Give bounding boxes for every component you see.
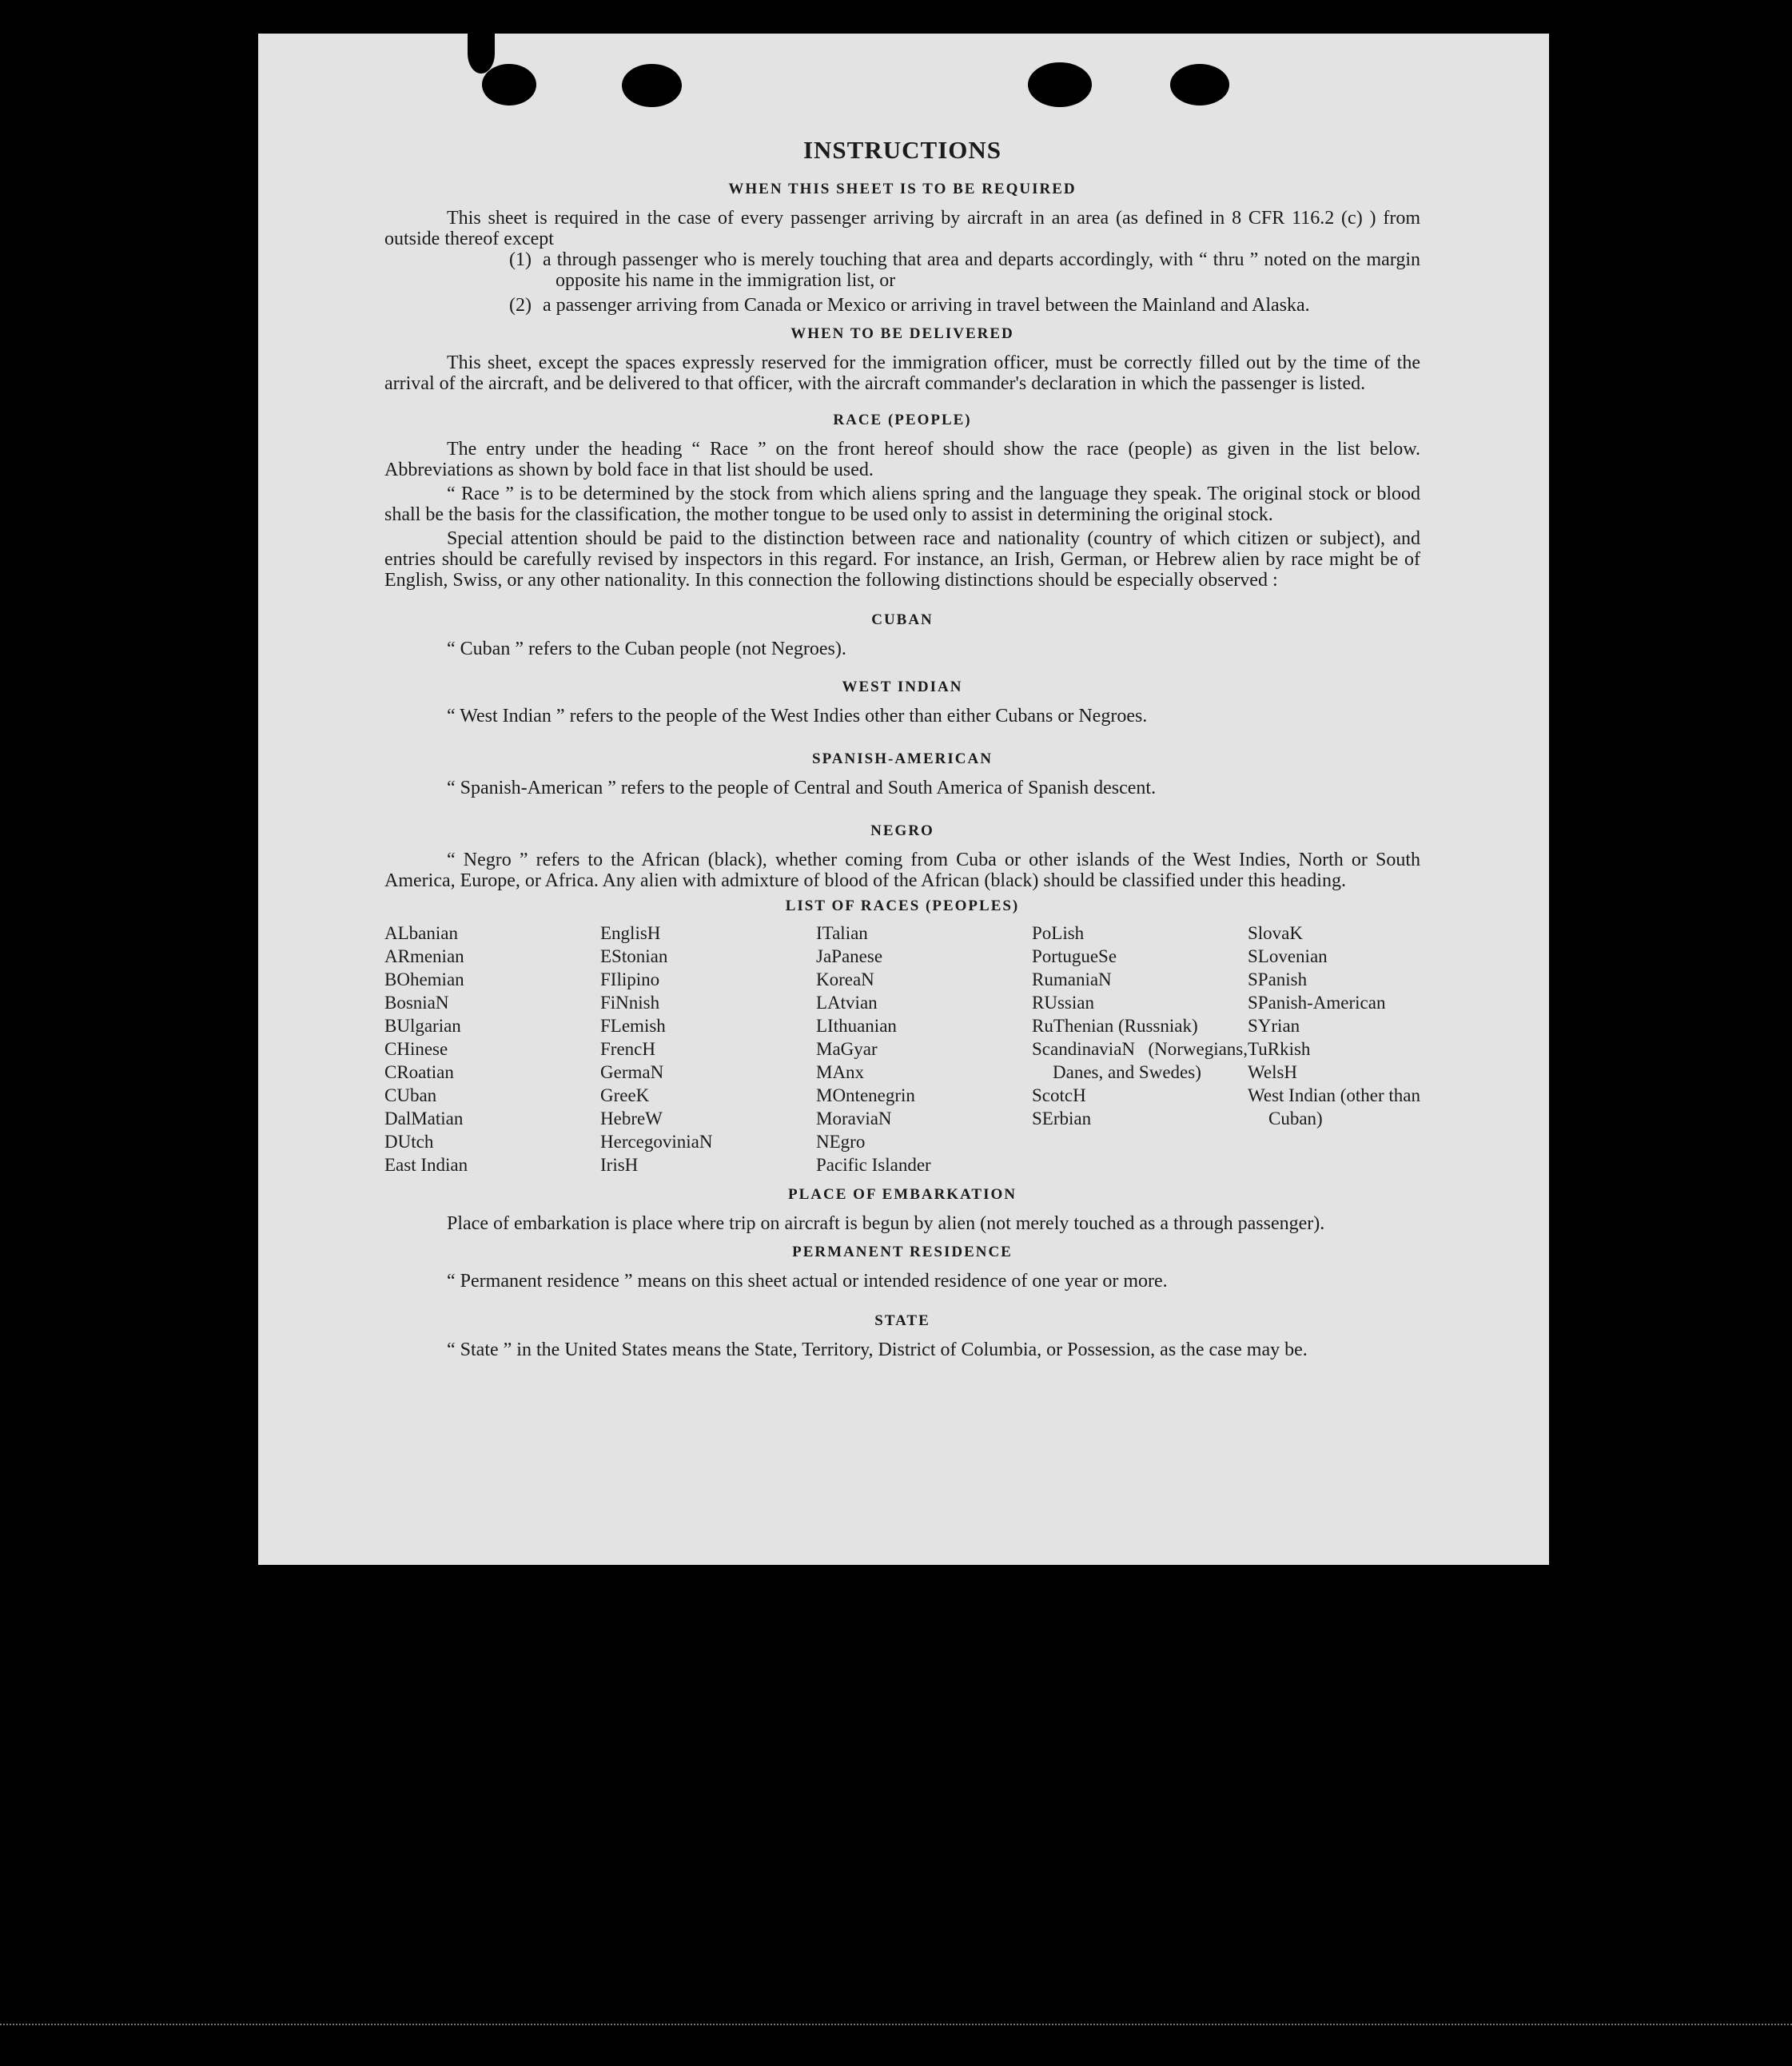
heading-race: RACE (PEOPLE)	[833, 412, 972, 428]
heading-negro: NEGRO	[870, 822, 934, 839]
spanish-american-text: “ Spanish-American ” refers to the people of Central and South America of Spanish descent.	[447, 778, 1157, 798]
race-entry: TuRkish	[1248, 1039, 1311, 1059]
race-entry: DUtch	[384, 1132, 434, 1152]
race-entry: FLemish	[600, 1016, 666, 1036]
race-entry: SPanish-American	[1248, 993, 1386, 1013]
race-entry: SPanish	[1248, 969, 1308, 989]
race-entry: KoreaN	[816, 969, 874, 989]
race-entry: BUlgarian	[384, 1016, 461, 1036]
race-entry: MOntenegrin	[816, 1085, 915, 1105]
races-column	[1248, 922, 1420, 1176]
negro-text: “ Negro ” refers to the African (black), whether coming from Cuba or other islands of the West Indies, North or South America, Europe, or Africa. Any alien with admixture of blood of the African (black) should be classified under this heading.	[384, 850, 1420, 891]
heading-required: WHEN THIS SHEET IS TO BE REQUIRED	[728, 181, 1077, 197]
punch-hole	[1028, 62, 1092, 107]
race-paragraph: “ Race ” is to be determined by the stock from which aliens spring and the language they speak. The original stock or blood shall be the basis for the classification, the mother tongue to be used only to assist in determining the original stock.	[384, 484, 1420, 525]
heading-residence: PERMANENT RESIDENCE	[792, 1244, 1013, 1260]
punch-hole	[1170, 64, 1229, 105]
punch-hole	[622, 64, 682, 107]
cuban-text: “ Cuban ” refers to the Cuban people (not Negroes).	[447, 639, 846, 659]
race-entry: East Indian	[384, 1155, 468, 1175]
heading-embarkation: PLACE OF EMBARKATION	[788, 1186, 1017, 1203]
race-entry: West Indian (other than Cuban)	[1248, 1085, 1420, 1129]
races-column	[600, 922, 816, 1176]
list-item: (1) a through passenger who is merely touching that area and departs accordingly, with “ thru ” noted on the margin opposite his name in the immigration list, or	[509, 249, 1420, 291]
heading-spanish-american: SPANISH-AMERICAN	[812, 750, 993, 767]
races-column	[1032, 922, 1248, 1176]
race-entry: RumaniaN	[1032, 969, 1112, 989]
heading-races-list: LIST OF RACES (PEOPLES)	[785, 898, 1020, 914]
race-entry: MAnx	[816, 1062, 865, 1082]
race-entry: CUban	[384, 1085, 437, 1105]
races-column	[384, 922, 600, 1176]
instructions-content	[384, 136, 1420, 1360]
race-entry: EStonian	[600, 946, 668, 966]
race-entry: IrisH	[600, 1155, 639, 1175]
race-entry: ARmenian	[384, 946, 464, 966]
race-entry: ScotcH	[1032, 1085, 1086, 1105]
race-entry: PortugueSe	[1032, 946, 1117, 966]
race-entry: HebreW	[600, 1109, 663, 1129]
west-indian-text: “ West Indian ” refers to the people of the West Indies other than either Cubans or Negroes.	[447, 706, 1148, 726]
race-entry: RuThenian (Russniak)	[1032, 1016, 1198, 1036]
race-entry: BOhemian	[384, 969, 464, 989]
delivered-text: This sheet, except the spaces expressly reserved for the immigration officer, must be correctly filled out by the time of the arrival of the aircraft, and be delivered to that officer, with the aircraft commander's declaration in which the passenger is listed.	[384, 352, 1420, 394]
race-entry: HercegoviniaN	[600, 1132, 713, 1152]
embarkation-text: Place of embarkation is place where trip on aircraft is begun by alien (not merely touched as a through passenger).	[447, 1213, 1325, 1234]
race-entry: ITalian	[816, 923, 868, 943]
race-entry: NEgro	[816, 1132, 866, 1152]
race-entry: GreeK	[600, 1085, 650, 1105]
races-list	[384, 922, 1420, 1176]
race-entry: ALbanian	[384, 923, 458, 943]
races-column	[816, 922, 1032, 1176]
page-title: INSTRUCTIONS	[802, 136, 1002, 164]
race-entry: WelsH	[1248, 1062, 1298, 1082]
race-paragraph: Special attention should be paid to the distinction between race and nationality (country of which citizen or subject), and entries should be carefully revised by inspectors in this regard. For instance, an Irish, German, or Hebrew alien by race might be of English, Swiss, or any other nationality. In this connection the following distinctions should be especially observed :	[384, 528, 1420, 591]
race-entry: MoraviaN	[816, 1109, 892, 1129]
race-entry: SlovaK	[1248, 923, 1303, 943]
race-entry: FrencH	[600, 1039, 655, 1059]
race-entry: SErbian	[1032, 1109, 1092, 1129]
race-entry: EnglisH	[600, 923, 661, 943]
heading-state: STATE	[874, 1312, 930, 1329]
race-entry: JaPanese	[816, 946, 883, 966]
punch-hole	[468, 34, 495, 74]
heading-west-indian: WEST INDIAN	[842, 679, 963, 695]
document-page	[258, 34, 1549, 1565]
race-entry: SLovenian	[1248, 946, 1328, 966]
race-entry: RUssian	[1032, 993, 1094, 1013]
race-entry: CHinese	[384, 1039, 448, 1059]
race-entry: DalMatian	[384, 1109, 464, 1129]
race-entry: CRoatian	[384, 1062, 454, 1082]
list-item: (2) a passenger arriving from Canada or Mexico or arriving in travel between the Mainland and Alaska.	[509, 295, 1310, 316]
residence-text: “ Permanent residence ” means on this sheet actual or intended residence of one year or more.	[447, 1271, 1168, 1292]
race-entry: ScandinaviaN (Norwegians, Danes, and Swedes)	[1032, 1039, 1248, 1082]
race-entry: Pacific Islander	[816, 1155, 931, 1175]
race-entry: SYrian	[1248, 1016, 1300, 1036]
heading-delivered: WHEN TO BE DELIVERED	[790, 325, 1014, 342]
race-entry: FiNnish	[600, 993, 660, 1013]
punch-hole	[482, 64, 536, 105]
race-entry: BosniaN	[384, 993, 449, 1013]
race-entry: GermaN	[600, 1062, 664, 1082]
race-entry: PoLish	[1032, 923, 1085, 943]
race-entry: LAtvian	[816, 993, 878, 1013]
required-text: This sheet is required in the case of every passenger arriving by aircraft in an area (as defined in 8 CFR 116.2 (c) ) from outside thereof except	[384, 208, 1420, 249]
race-entry: MaGyar	[816, 1039, 878, 1059]
heading-cuban: CUBAN	[871, 611, 934, 628]
scan-edge-line	[0, 2024, 1792, 2027]
race-paragraph: The entry under the heading “ Race ” on the front hereof should show the race (people) as given in the list below. Abbreviations as shown by bold face in that list should be used.	[384, 439, 1420, 480]
race-entry: LIthuanian	[816, 1016, 897, 1036]
state-text: “ State ” in the United States means the State, Territory, District of Columbia, or Possession, as the case may be.	[447, 1340, 1308, 1360]
race-entry: FIlipino	[600, 969, 660, 989]
